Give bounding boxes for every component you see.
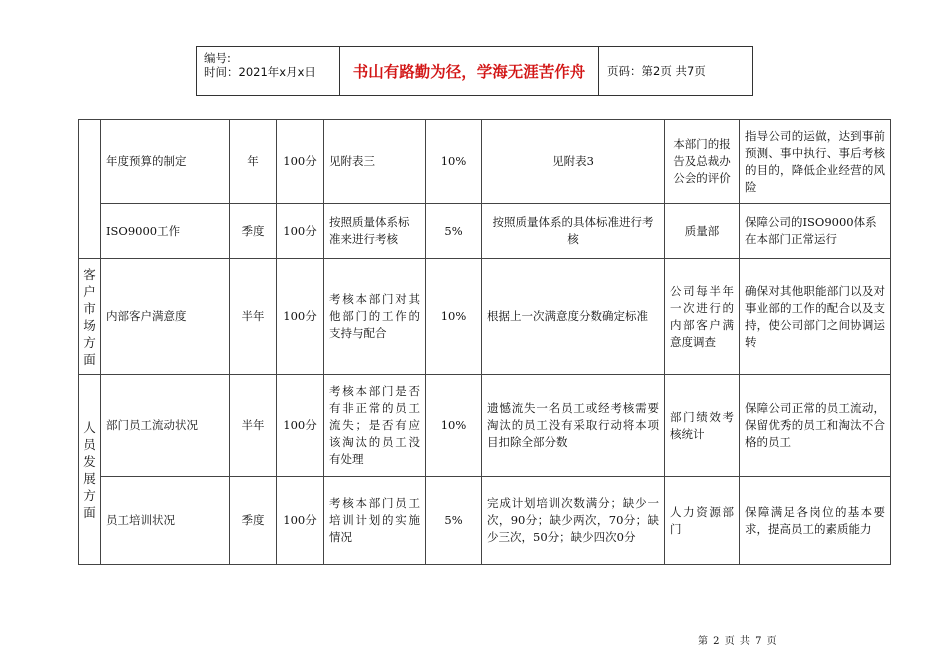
category-cell: 人员发展方面 (79, 375, 101, 565)
source-cell: 公司每半年一次进行的内部客户满意度调查 (665, 259, 740, 375)
table-row (79, 204, 891, 259)
weight-cell: 10% (426, 259, 482, 375)
score-cell: 100分 (277, 375, 324, 477)
time-label: 时间：2021年x月x日 (204, 65, 316, 79)
item-cell: 部门员工流动状况 (101, 375, 230, 477)
purpose-cell: 指导公司的运做，达到事前预测、事中执行、事后考核的目的，降低企业经营的风险 (740, 120, 891, 204)
kpi-table (78, 119, 891, 565)
source-cell: 部门绩效考核统计 (665, 375, 740, 477)
number-label: 编号: (204, 51, 231, 65)
weight-cell: 10% (426, 120, 482, 204)
source-cell: 本部门的报告及总裁办公会的评价 (665, 120, 740, 204)
weight-cell: 5% (426, 204, 482, 259)
table-row (79, 259, 891, 375)
table-row (79, 477, 891, 565)
header-meta (197, 47, 340, 95)
weight-cell: 10% (426, 375, 482, 477)
period-cell: 季度 (230, 477, 277, 565)
standard-cell: 考核本部门是否有非正常的员工流失；是否有应该淘汰的员工没有处理 (324, 375, 426, 477)
page-footer: 第 2 页 共 7 页 (698, 636, 778, 647)
item-cell: 内部客户满意度 (101, 259, 230, 375)
method-cell: 见附表3 (482, 120, 665, 204)
period-cell: 半年 (230, 259, 277, 375)
table-row (79, 120, 891, 204)
weight-cell: 5% (426, 477, 482, 565)
score-cell: 100分 (277, 204, 324, 259)
source-cell: 质量部 (665, 204, 740, 259)
purpose-cell: 确保对其他职能部门以及对事业部的工作的配合以及支持，使公司部门之间协调运转 (740, 259, 891, 375)
score-cell: 100分 (277, 477, 324, 565)
item-cell: ISO9000工作 (101, 204, 230, 259)
source-cell: 人力资源部门 (665, 477, 740, 565)
method-cell: 完成计划培训次数满分；缺少一次，90分；缺少两次，70分；缺少三次，50分；缺少四次0分 (482, 477, 665, 565)
standard-cell: 见附表三 (324, 120, 426, 204)
purpose-cell: 保障满足各岗位的基本要求，提高员工的素质能力 (740, 477, 891, 565)
purpose-cell: 保障公司正常的员工流动，保留优秀的员工和淘汰不合格的员工 (740, 375, 891, 477)
table-row (79, 375, 891, 477)
header-page-label: 页码：第2页 共7页 (607, 64, 706, 78)
score-cell: 100分 (277, 259, 324, 375)
standard-cell: 按照质量体系标准来进行考核 (324, 204, 426, 259)
standard-cell: 考核本部门员工培训计划的实施情况 (324, 477, 426, 565)
purpose-cell: 保障公司的ISO9000体系在本部门正常运行 (740, 204, 891, 259)
period-cell: 年 (230, 120, 277, 204)
item-cell: 员工培训状况 (101, 477, 230, 565)
header-motto: 书山有路勤为径，学海无涯苦作舟 (340, 47, 599, 95)
standard-cell: 考核本部门对其他部门的工作的支持与配合 (324, 259, 426, 375)
item-cell: 年度预算的制定 (101, 120, 230, 204)
method-cell: 根据上一次满意度分数确定标准 (482, 259, 665, 375)
category-cell: 客户市场方面 (79, 259, 101, 375)
period-cell: 季度 (230, 204, 277, 259)
document-header (196, 46, 753, 96)
score-cell: 100分 (277, 120, 324, 204)
category-cell (79, 120, 101, 259)
period-cell: 半年 (230, 375, 277, 477)
method-cell: 按照质量体系的具体标准进行考核 (482, 204, 665, 259)
method-cell: 遗憾流失一名员工或经考核需要淘汰的员工没有采取行动将本项目扣除全部分数 (482, 375, 665, 477)
